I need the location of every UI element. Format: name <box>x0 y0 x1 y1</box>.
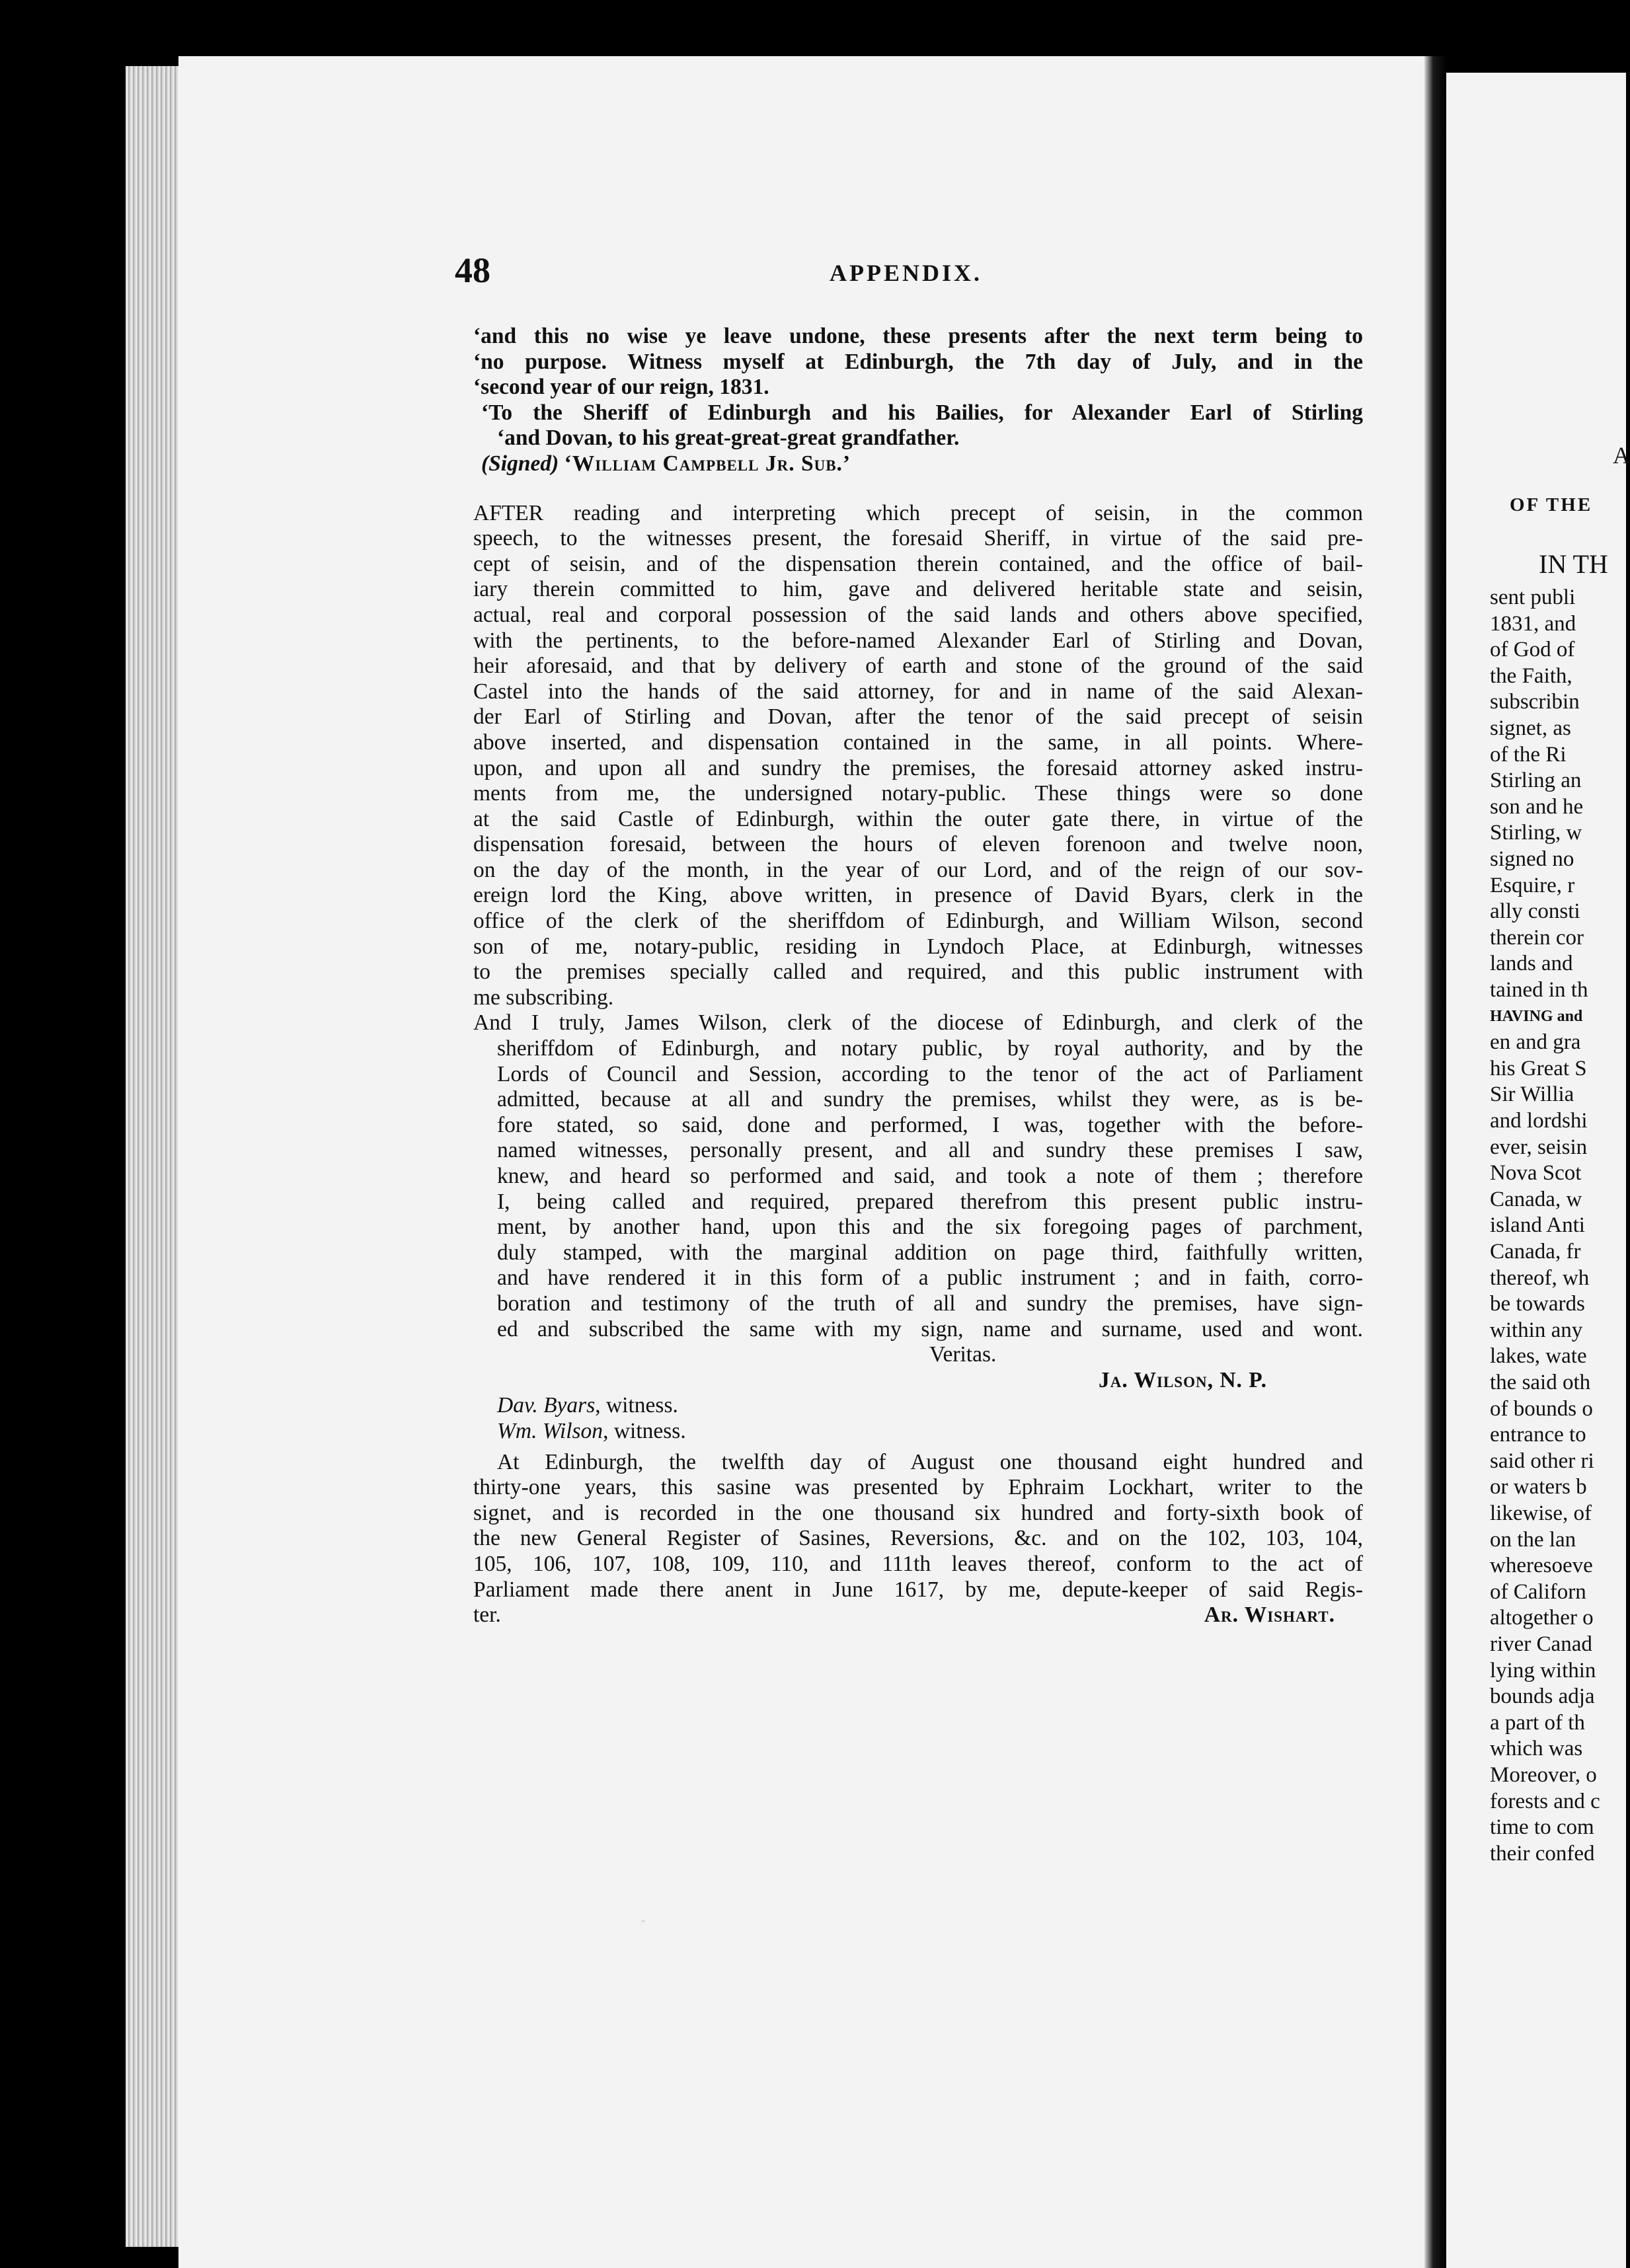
right-page-fragment <box>1446 73 1630 2268</box>
text-line: thirty-one years, this sasine was presented by Ephraim Lockhart, writer to the <box>473 1475 1363 1500</box>
right-page-line: A <box>1613 442 1630 469</box>
right-page-line: be towards <box>1490 1292 1585 1316</box>
text-line: ‘and Dovan, to his great-great-great grandfather. <box>497 426 960 451</box>
right-page-line: Stirling, w <box>1490 821 1582 845</box>
text-line: ‘no purpose. Witness myself at Edinburgh, the 7th day of July, and in the <box>473 349 1363 374</box>
text-line: admitted, because at all and sundry the premises, whilst they were, as is be- <box>497 1087 1363 1112</box>
right-page-line: thereof, wh <box>1490 1266 1590 1290</box>
right-page-line: Canada, w <box>1490 1187 1582 1211</box>
right-page-line: said other ri <box>1490 1449 1594 1473</box>
right-page-line: river Canad <box>1490 1632 1592 1656</box>
text-line: on the day of the month, in the year of our Lord, and of the reign of our sov- <box>473 857 1363 882</box>
text-line: cept of seisin, and of the dispensation therein contained, and the office of bail- <box>473 551 1363 576</box>
text-line: ment, by another hand, upon this and the six foregoing pages of parchment, <box>497 1215 1363 1240</box>
right-page-line: the Faith, <box>1490 663 1572 688</box>
right-page-line: of God of <box>1490 638 1575 662</box>
right-page-line: lakes, wate <box>1490 1344 1587 1369</box>
right-page-line: within any <box>1490 1318 1583 1342</box>
right-page-line: entrance to <box>1490 1423 1586 1447</box>
text-line: me subscribing. <box>473 985 614 1010</box>
text-line: AFTER reading and interpreting which precept of seisin, in the common <box>473 500 1363 525</box>
right-page-line: altogether o <box>1490 1606 1594 1630</box>
right-page-line: likewise, of <box>1490 1501 1592 1525</box>
right-page-line: ever, seisin <box>1490 1135 1588 1159</box>
right-page-line: therein cor <box>1490 925 1584 950</box>
right-page-line: son and he <box>1490 794 1584 819</box>
text-line: upon, and upon all and sundry the premises, the foresaid attorney asked instru- <box>473 755 1363 780</box>
text-line: fore stated, so said, done and performed, I was, together with the before- <box>497 1112 1363 1137</box>
witness-role: , witness. <box>595 1393 678 1418</box>
signed-label: (Signed) <box>481 451 559 476</box>
text-line: Parliament made there anent in June 1617, by me, depute-keeper of said Regis- <box>473 1577 1363 1602</box>
text-line: I, being called and required, prepared therefrom this present public instru- <box>497 1189 1363 1214</box>
right-page-line: bounds adja <box>1490 1684 1595 1709</box>
text-line: ‘and this no wise ye leave undone, these presents after the next term being to <box>473 324 1363 348</box>
text-line: with the pertinents, to the before-named Alexander Earl of Stirling and Dovan, <box>473 628 1363 653</box>
text-line: named witnesses, personally present, and all and sundry these premises I saw, <box>497 1138 1363 1163</box>
right-page-line: Moreover, o <box>1490 1763 1597 1787</box>
right-page-line: time to com <box>1490 1815 1594 1840</box>
right-page-line: Canada, fr <box>1490 1240 1581 1264</box>
text-line: ter. <box>473 1603 501 1628</box>
right-page-line: of bounds o <box>1490 1396 1593 1421</box>
running-head: APPENDIX. <box>830 260 982 286</box>
right-page-line: lands and <box>1490 952 1573 976</box>
right-page-line: wheresoeve <box>1490 1554 1593 1578</box>
veritas: Veritas. <box>929 1342 997 1367</box>
right-page-line: of Californ <box>1490 1579 1586 1604</box>
text-line: at the said Castle of Edinburgh, within the outer gate there, in virtue of the <box>473 806 1363 831</box>
text-line: dispensation foresaid, between the hours of eleven forenoon and twelve noon, <box>473 832 1363 857</box>
right-page-line: sent publi <box>1490 586 1576 609</box>
right-page-line: Stirling an <box>1490 769 1582 793</box>
text-line: knew, and heard so performed and said, and took a note of them ; therefore <box>497 1164 1363 1188</box>
right-page-line: subscribin <box>1490 690 1580 714</box>
text-line: der Earl of Stirling and Dovan, after the tenor of the said precept of seisin <box>473 704 1363 730</box>
text-line: Lords of Council and Session, according to the tenor of the act of Parliament <box>497 1061 1363 1086</box>
right-page-line: Nova Scot <box>1490 1161 1582 1186</box>
right-page-line: signed no <box>1490 847 1574 871</box>
signed-line <box>473 451 1363 477</box>
text-line: ereign lord the King, above written, in presence of David Byars, clerk in the <box>473 883 1363 908</box>
book-gutter <box>1424 56 1446 2268</box>
text-line: heir aforesaid, and that by delivery of earth and stone of the ground of the said <box>473 654 1363 679</box>
right-page-line: forests and c <box>1490 1789 1600 1813</box>
text-line: actual, real and corporal possession of the said lands and others above specified, <box>473 602 1363 627</box>
right-page-line: signet, as <box>1490 716 1571 740</box>
text-line: ments from me, the undersigned notary-public. These things were so done <box>473 781 1363 806</box>
right-page-line: tained in th <box>1490 978 1588 1002</box>
right-page-line: 1831, and <box>1490 611 1576 636</box>
text-line: and have rendered it in this form of a public instrument ; and in faith, corro- <box>497 1266 1363 1291</box>
right-page-line: lying within <box>1490 1658 1596 1682</box>
witness-name: Dav. Byars <box>497 1393 596 1418</box>
witness-role: , witness. <box>603 1418 686 1443</box>
text-line: boration and testimony of the truth of all and sundry the premises, have sign- <box>497 1291 1363 1316</box>
text-line: office of the clerk of the sheriffdom of Edinburgh, and William Wilson, second <box>473 909 1363 934</box>
registrar-signature: Ar. Wishart. <box>1204 1603 1335 1628</box>
notary-signature: Ja. Wilson, N. P. <box>1099 1367 1268 1392</box>
text-line: ‘To the Sheriff of Edinburgh and his Bailies, for Alexander Earl of Stirling <box>481 400 1363 425</box>
left-page-text <box>473 324 1363 1628</box>
right-page-line: Sir Willia <box>1490 1082 1574 1107</box>
right-page-line: en and gra <box>1490 1030 1581 1055</box>
witness-line <box>473 1419 1363 1445</box>
text-line: And I truly, James Wilson, clerk of the diocese of Edinburgh, and clerk of the <box>473 1010 1363 1036</box>
text-line: ed and subscribed the same with my sign, name and surname, used and wont. <box>497 1316 1363 1342</box>
witness-line <box>473 1393 1363 1419</box>
right-page-line: or waters b <box>1490 1475 1587 1499</box>
text-line: iary therein committed to him, gave and delivered heritable state and seisin, <box>473 577 1363 602</box>
text-line: duly stamped, with the marginal addition on page third, faithfully written, <box>497 1240 1363 1265</box>
text-line: to the premises specially called and required, and this public instrument with <box>473 960 1363 985</box>
right-page-line: OF THE <box>1510 494 1593 515</box>
page-number: 48 <box>455 250 490 290</box>
text-line: ‘second year of our reign, 1831. <box>473 375 769 400</box>
text-line: the new General Register of Sasines, Reversions, &c. and on the 102, 103, 104, <box>473 1526 1363 1551</box>
right-page-line: the said oth <box>1490 1371 1591 1394</box>
text-line: Castel into the hands of the said attorney, for and in name of the said Alexan- <box>473 679 1363 704</box>
right-page-line: Esquire, r <box>1490 873 1575 897</box>
text-line: 105, 106, 107, 108, 109, 110, and 111th leaves thereof, conform to the act of <box>473 1551 1363 1576</box>
right-page-line: his Great S <box>1490 1056 1587 1080</box>
right-page-line: their confed <box>1490 1841 1595 1866</box>
page-edge-stack <box>126 66 178 2247</box>
right-page-line: a part of th <box>1490 1710 1585 1735</box>
right-page-line: island Anti <box>1490 1213 1585 1238</box>
right-page-line: which was <box>1490 1737 1583 1761</box>
right-page-line: ally consti <box>1490 899 1580 924</box>
text-line: At Edinburgh, the twelfth day of August one thousand eight hundred and <box>497 1449 1363 1474</box>
text-line: son of me, notary-public, residing in Lyndoch Place, at Edinburgh, witnesses <box>473 934 1363 959</box>
right-page-line: IN TH <box>1539 549 1608 579</box>
signed-name: ‘William Campbell Jr. Sub.’ <box>564 451 851 476</box>
right-page-line: on the lan <box>1490 1527 1576 1552</box>
registration-last-line <box>473 1603 1363 1628</box>
witness-name: Wm. Wilson <box>497 1418 603 1443</box>
text-line: above inserted, and dispensation contained in the same, in all points. Where- <box>473 730 1363 755</box>
text-line: signet, and is recorded in the one thousand six hundred and forty-sixth book of <box>473 1500 1363 1525</box>
right-page-line: of the Ri <box>1490 742 1567 767</box>
text-line: speech, to the witnesses present, the foresaid Sheriff, in virtue of the said pre- <box>473 526 1363 551</box>
text-line: sheriffdom of Edinburgh, and notary public, by royal authority, and by the <box>497 1036 1363 1061</box>
right-page-line: and lordshi <box>1490 1109 1588 1133</box>
right-page-line: HAVING and <box>1490 1007 1583 1025</box>
